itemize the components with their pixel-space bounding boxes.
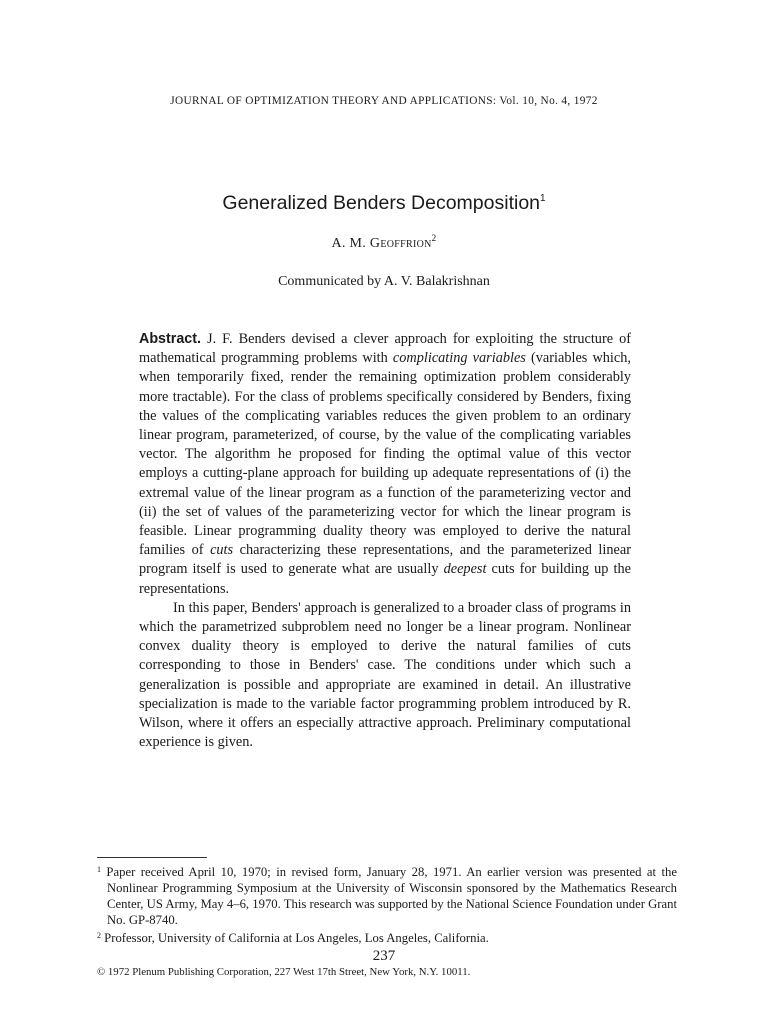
abstract-label: Abstract.: [139, 331, 201, 347]
page-number: 237: [372, 948, 396, 964]
footnote-text: Professor, University of California at Los Angeles, Los Angeles, California.: [101, 931, 489, 946]
abstract-paragraph-2: In this paper, Benders' approach is generalized to a broader class of programs in which the parametrized subproblem need no longer be a linear program. Nonlinear convex duality theory is employed to derive the natural families of cuts corresponding to those in Benders' case. The conditions under which such a generalization is possible and appropriate are examined in detail. An illustrative specialization is made to the variable factor programming problem introduced by R. Wilson, where it offers an especially attractive approach. Preliminary computational experience is given.: [139, 599, 631, 751]
copyright-notice: © 1972 Plenum Publishing Corporation, 227 West 17th Street, New York, N.Y. 10011.: [97, 966, 471, 978]
abstract-text: (variables which, when temporarily fixed, render the remaining optimization problem considerably more tractable). For the class of problems specifically considered by Benders, fixing the values of the complicating variables reduces the given problem to an ordinary linear program, parameterized, of course, by the value of the complicating variables vector. The algorithm he proposed for finding the optimal value of this vector employs a cutting-plane approach for building up adequate representations of (i) the extremal value of the linear program as a function of the parameterizing vector and (ii) the set of values of the parameterizing vector for which the linear program is feasible. Linear programming duality theory was employed to derive the natural families of: [139, 350, 631, 559]
abstract-text: J. F. Benders devised a clever approach for exploiting the structure of mathematical programming problems with: [139, 331, 631, 367]
author-surname: Geoffrion: [369, 236, 432, 251]
journal-header: JOURNAL OF OPTIMIZATION THEORY AND APPLICATIONS: Vol. 10, No. 4, 1972: [170, 95, 598, 107]
paper-title: [0, 192, 768, 215]
abstract-text: cuts for building up the representations.: [139, 561, 631, 597]
title-footnote-mark: 1: [540, 193, 546, 204]
footnote-2: [97, 928, 677, 946]
footnote-text: Paper received April 10, 1970; in revised form, January 28, 1971. An earlier version was presented at the Nonlinear Programming Symposium at the University of Wisconsin sponsored by the Mathematics Research Center, US Army, May 4–6, 1970. This research was supported by the National Science Foundation under Grant No. GP-8740.: [101, 865, 677, 928]
author-footnote-mark: 2: [431, 233, 437, 243]
footnote-divider: [97, 857, 207, 858]
footnote-mark: 2: [97, 931, 101, 941]
footnotes: [97, 862, 677, 946]
abstract-text: characterizing these representations, and the parameterized linear program itself is used to generate what are usually: [139, 542, 631, 578]
author-initials: A. M.: [331, 236, 367, 251]
footnote-mark: 1: [97, 865, 101, 874]
abstract-emphasis: complicating variables: [392, 350, 526, 367]
abstract-emphasis: cuts: [210, 542, 234, 559]
title-text: Generalized Benders Decomposition: [222, 192, 541, 214]
abstract-paragraph-1: [139, 330, 631, 599]
abstract: [139, 330, 631, 752]
author-line: [0, 233, 768, 252]
communicated-by: Communicated by A. V. Balakrishnan: [278, 274, 490, 289]
footnote-1: [97, 862, 677, 928]
abstract-emphasis: deepest: [443, 561, 487, 578]
